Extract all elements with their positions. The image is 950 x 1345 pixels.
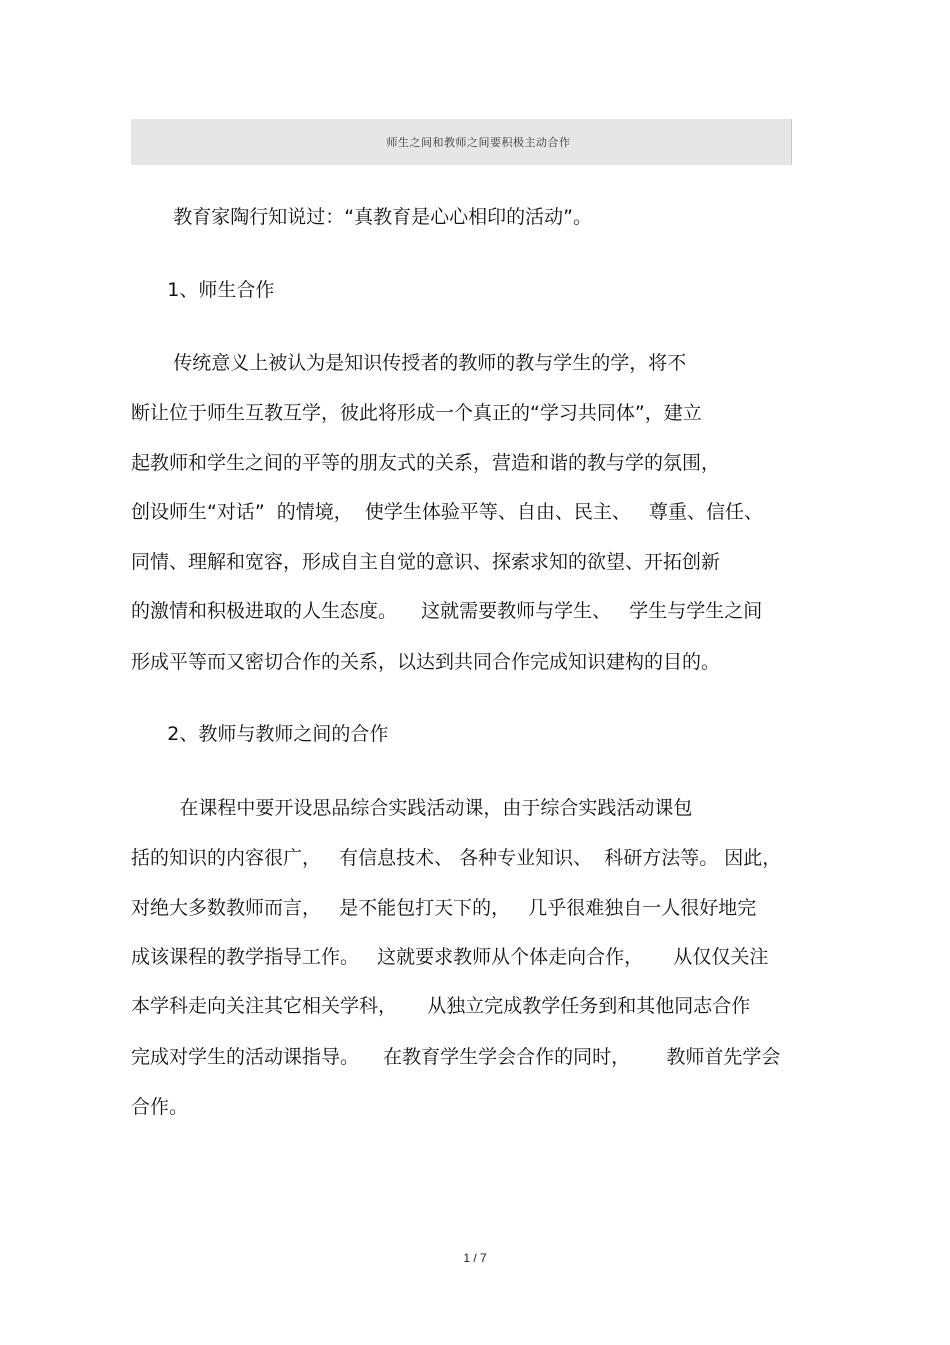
- document-header: [131, 119, 792, 165]
- paragraph-line: 教育家陶行知说过：“真教育是心心相印的活动”。: [131, 206, 592, 228]
- paragraph-line: 本学科走向关注其它相关学科， 从独立完成教学任务到和其他同志合作: [131, 995, 751, 1017]
- page-number: 1 / 7: [463, 1251, 487, 1265]
- paragraph-line: 断让位于师生互教互学，彼此将形成一个真正的“学习共同体”，建立: [131, 402, 702, 424]
- paragraph-line: 创设师生“对话” 的情境， 使学生体验平等、自由、民主、 尊重、信任、: [131, 501, 763, 523]
- paragraph-line: 传统意义上被认为是知识传授者的教师的教与学生的学，将不: [131, 352, 687, 374]
- paragraph-line: 括的知识的内容很广， 有信息技术、 各种专业知识、 科研方法等。 因此，: [131, 847, 782, 869]
- paragraph-line: 完成对学生的活动课指导。 在教育学生学会合作的同时， 教师首先学会: [131, 1046, 781, 1068]
- paragraph-line: 的激情和积极进取的人生态度。 这就需要教师与学生、 学生与学生之间: [131, 600, 763, 622]
- paragraph-line: 在课程中要开设思品综合实践活动课，由于综合实践活动课包: [131, 797, 693, 819]
- paragraph-line: 合作。: [131, 1096, 189, 1118]
- section-heading: 1、师生合作: [131, 279, 275, 301]
- paragraph-line: 对绝大多数教师而言， 是不能包打天下的， 几乎很难独自一人很好地完: [131, 897, 757, 919]
- paragraph-line: 成该课程的教学指导工作。 这就要求教师从个体走向合作， 从仅仅关注: [131, 946, 769, 968]
- paragraph-line: 同情、理解和宽容，形成自主自觉的意识、探索求知的欲望、开拓创新: [131, 551, 721, 573]
- paragraph-line: 形成平等而又密切合作的关系，以达到共同合作完成知识建构的目的。: [131, 651, 721, 673]
- document-title: 师生之间和教师之间要积极主动合作: [386, 136, 571, 149]
- section-heading: 2、教师与教师之间的合作: [131, 723, 389, 745]
- paragraph-line: 起教师和学生之间的平等的朋友式的关系，营造和谐的教与学的氛围，: [131, 452, 721, 474]
